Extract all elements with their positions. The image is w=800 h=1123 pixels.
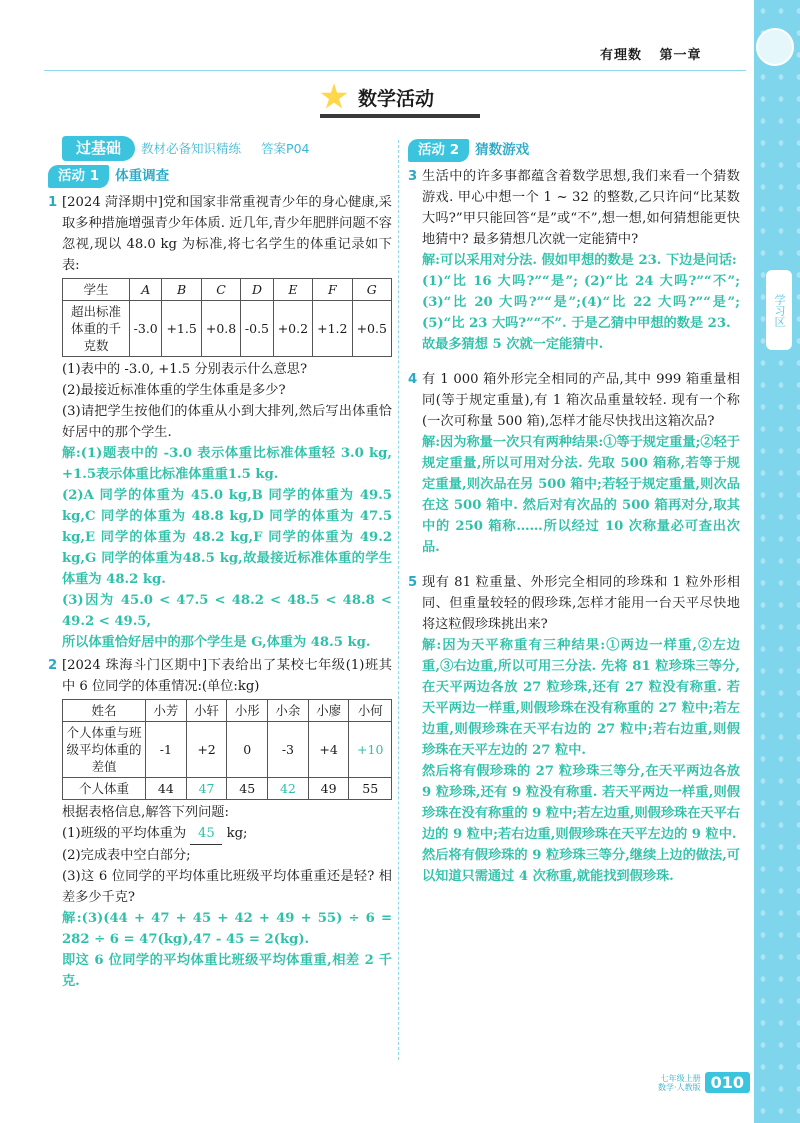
sub-question: (2)最接近标准体重的学生体重是多少?	[62, 383, 286, 398]
sub-question: (2)完成表中空白部分;	[62, 848, 191, 863]
page-number: 010	[705, 1072, 750, 1093]
sub-question: (3)请把学生按他们的体重从小到大排列,然后写出体重恰好居中的那个学生.	[62, 404, 392, 440]
answer-line: 然后将有假珍珠的 9 粒珍珠三等分,继续上边的做法,可以知道只需通过 4 次称重,就能找到假珍珠.	[422, 848, 740, 884]
section-title	[320, 80, 480, 118]
footer-caption	[658, 1074, 701, 1092]
sub-question: (3)这 6 位同学的平均体重比班级平均体重重还是轻? 相差多少千克?	[62, 869, 392, 905]
right-column	[408, 135, 740, 889]
header-divider	[44, 70, 746, 71]
question-number: 1	[48, 195, 58, 210]
answer-line: 解:可以采用对分法. 假如甲想的数是 23. 下边是问话:	[422, 253, 737, 268]
column-divider	[398, 140, 399, 1060]
table-cell: 55	[349, 778, 392, 800]
activity-2-header	[408, 139, 740, 162]
lead-text: 根据表格信息,解答下列问题:	[62, 805, 229, 820]
sidebar-tab: 学习区	[766, 270, 792, 350]
table-cell: 0	[227, 722, 268, 778]
table-cell: 小彤	[227, 700, 268, 722]
fill-blank: 45	[190, 823, 222, 845]
answer-line: (1)“比 16 大吗?”“是”; (2)“比 24 大吗?”“不”;(3)“比 20 大吗?”“是”;(4)“比 22 大吗?”“是”;(5)“比 23 大吗?”“不”. 于是乙猜中甲想的数是 23.	[422, 274, 740, 331]
sidebar-pattern	[754, 0, 800, 1123]
answer-line: 所以体重恰好居中的那个学生是 G,体重为 48.5 kg.	[62, 635, 371, 650]
table-cell: +0.2	[273, 301, 312, 357]
table-row	[63, 700, 392, 722]
left-column	[48, 135, 392, 994]
question-2	[48, 655, 392, 992]
right-sidebar	[754, 0, 800, 1123]
question-5	[408, 572, 740, 887]
table-cell: 44	[146, 778, 187, 800]
sub-question-text: kg;	[226, 826, 248, 841]
answer-line: 解:(1)题表中的 -3.0 表示体重比标准体重轻 3.0 kg, +1.5表示体重比标准体重重1.5 kg.	[62, 446, 392, 482]
table-cell-answer: 42	[268, 778, 309, 800]
table-cell: 小轩	[186, 700, 227, 722]
question-stem: 有 1 000 箱外形完全相同的产品,其中 999 箱重量相同(等于规定重量),有 1 箱次品重量较轻. 现有一个称(一次可称量 500 箱),怎样才能尽快找出这箱次品?	[422, 372, 740, 429]
mascot-icon	[756, 28, 794, 66]
weight-table-2	[62, 699, 392, 800]
table-cell: 小芳	[146, 700, 187, 722]
question-number: 4	[408, 372, 418, 387]
table-cell-answer: 47	[186, 778, 227, 800]
activity-title: 猜数游戏	[475, 142, 530, 158]
activity-tag: 活动 1	[48, 165, 109, 188]
table-cell: 个人体重与班级平均体重的差值	[63, 722, 146, 778]
table-row	[63, 722, 392, 778]
banner-main: 过基础	[62, 136, 135, 161]
page-footer	[658, 1072, 750, 1093]
table-cell: -0.5	[241, 301, 273, 357]
table-cell: 学生	[63, 279, 130, 301]
question-number: 5	[408, 575, 418, 590]
table-cell: -3	[268, 722, 309, 778]
star-icon	[320, 83, 348, 111]
table-cell: E	[273, 279, 312, 301]
sub-question-text: (1)班级的平均体重为	[62, 826, 187, 841]
answer-line: (2)A 同学的体重为 45.0 kg,B 同学的体重为 49.5 kg,C 同学的体重为 48.8 kg,D 同学的体重为 47.5 kg,E 同学的体重为 48.2 kg,F 同学的体重为 49.2 kg,G 同学的体重为48.5 kg,故最接近标准体重的学生体重为 48.2 kg.	[62, 488, 392, 587]
sub-question	[62, 823, 392, 845]
question-4	[408, 369, 740, 558]
question-1	[48, 192, 392, 653]
table-row	[63, 301, 392, 357]
answer-line: 解:因为天平称重有三种结果:①两边一样重,②左边重,③右边重,所以可用三分法. 先将 81 粒珍珠三等分,在天平两边各放 27 粒珍珠,还有 27 粒没有称重. 若天平两边一样重,则假珍珠在没有称重的 27 粒中;若左边重,则假珍珠在天平右边的 27 粒中;若右边重,则假珍珠在天平左边的 27 粒中.	[422, 638, 740, 758]
page-header	[600, 44, 714, 63]
activity-tag: 活动 2	[408, 139, 469, 162]
question-stem: [2024 珠海斗门区期中]下表给出了某校七年级(1)班其中 6 位同学的体重情况:(单位:kg)	[62, 658, 392, 694]
activity-title: 体重调查	[115, 168, 170, 184]
activity-1-header	[48, 165, 392, 188]
sub-question: (1)表中的 -3.0, +1.5 分别表示什么意思?	[62, 362, 308, 377]
table-cell: G	[352, 279, 392, 301]
answer-line: 解:因为称量一次只有两种结果:①等于规定重量;②轻于规定重量,所以可用对分法. 先取 500 箱称,若等于规定重量,则次品在另 500 箱中;若轻于规定重量,则次品在这 500 箱中. 然后对有次品的 500 箱再对分,取其中的 250 箱称……所以经过 10 次称量必可查出次品.	[422, 435, 740, 555]
header-chapter: 第一章	[659, 48, 702, 63]
answer-line: 即这 6 位同学的平均体重比班级平均体重重,相差 2 千克.	[62, 953, 392, 989]
answer-ref: 答案P04	[261, 140, 310, 156]
table-cell: 超出标准体重的千克数	[63, 301, 130, 357]
table-cell: +0.8	[201, 301, 240, 357]
table-row	[63, 778, 392, 800]
question-stem: [2024 菏泽期中]党和国家非常重视青少年的身心健康,采取多种措施增强青少年体质. 近几年,青少年肥胖问题不容忽视,现以 48.0 kg 为标准,将七名学生的体重记录如下表:	[62, 195, 392, 273]
answer-line: 然后将有假珍珠的 27 粒珍珠三等分,在天平两边各放 9 粒珍珠,还有 9 粒没有称重. 若天平两边一样重,则假珍珠在没有称重的 9 粒中;若左边重,则假珍珠在天平右边的 9 粒中;若右边重,则假珍珠在天平左边的 9 粒中.	[422, 764, 740, 842]
table-cell: F	[313, 279, 352, 301]
table-cell: 49	[308, 778, 349, 800]
banner-sub: 教材必备知识精练	[141, 140, 242, 156]
table-cell: C	[201, 279, 240, 301]
header-subject: 有理数	[600, 48, 643, 63]
table-cell: 小余	[268, 700, 309, 722]
table-cell-answer: +10	[349, 722, 392, 778]
table-row	[63, 279, 392, 301]
table-cell: 个人体重	[63, 778, 146, 800]
footer-line: 七年级上册	[660, 1073, 701, 1083]
basics-banner	[62, 135, 392, 161]
question-number: 2	[48, 658, 58, 673]
table-cell: A	[130, 279, 162, 301]
answer-line: 故最多猜想 5 次就一定能猜中.	[422, 337, 604, 352]
table-cell: B	[162, 279, 201, 301]
question-number: 3	[408, 169, 418, 184]
table-cell: 姓名	[63, 700, 146, 722]
answer-line: 解:(3)(44 + 47 + 45 + 42 + 49 + 55) ÷ 6 = 282 ÷ 6 = 47(kg),47 - 45 = 2(kg).	[62, 911, 392, 947]
table-cell: 45	[227, 778, 268, 800]
question-3	[408, 166, 740, 355]
table-cell: +1.5	[162, 301, 201, 357]
answer-line: (3)因为 45.0 < 47.5 < 48.2 < 48.5 < 48.8 < 49.2 < 49.5,	[62, 593, 392, 629]
table-cell: +1.2	[313, 301, 352, 357]
weight-table-1	[62, 278, 392, 357]
table-cell: +0.5	[352, 301, 392, 357]
question-stem: 现有 81 粒重量、外形完全相同的珍珠和 1 粒外形相同、但重量较轻的假珍珠,怎样才能用一台天平尽快地将这粒假珍珠挑出来?	[422, 575, 740, 632]
table-cell: -1	[146, 722, 187, 778]
table-cell: D	[241, 279, 273, 301]
table-cell: 小何	[349, 700, 392, 722]
question-stem: 生活中的许多事都蕴含着数学思想,我们来看一个猜数游戏. 甲心中想一个 1 ~ 32 的整数,乙只许问“比某数大吗?”甲只能回答“是”或“不”,想一想,如何猜想能更快地猜中? 最多猜想几次就一定能猜中?	[422, 169, 740, 247]
table-cell: 小廖	[308, 700, 349, 722]
section-title-text: 数学活动	[358, 87, 435, 110]
table-cell: +4	[308, 722, 349, 778]
table-cell: -3.0	[130, 301, 162, 357]
footer-line: 数学·人教版	[658, 1082, 701, 1092]
table-cell: +2	[186, 722, 227, 778]
